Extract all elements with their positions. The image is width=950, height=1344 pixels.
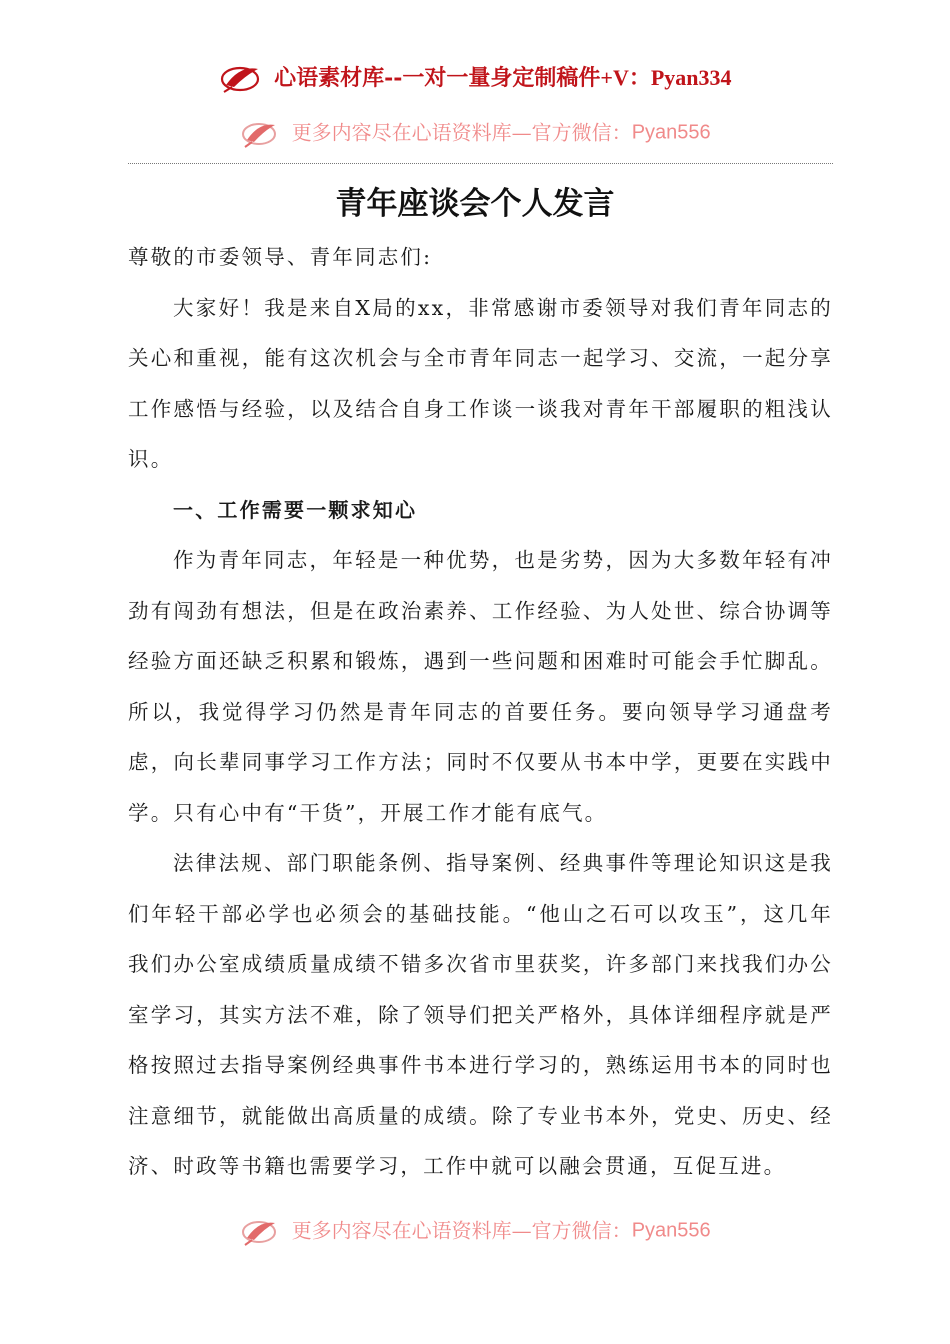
- watermark-header: [0, 116, 950, 148]
- watermark-id: Pyan556: [631, 1219, 711, 1242]
- watermark-text: 更多内容尽在心语资料库—官方微信：: [291, 1218, 632, 1243]
- quill-logo-icon: [239, 1216, 281, 1246]
- quill-logo-icon: [239, 118, 281, 148]
- paragraph: 法律法规、部门职能条例、指导案例、经典事件等理论知识这是我们年轻干部必学也必须会的基础技能。“他山之石可以攻玉”，这几年我们办公室成绩质量成绩不错多次省市里获奖，许多部门来找我们办公室学习，其实方法不难，除了领导们把关严格外，具体详细程序就是严格按照过去指导案例经典事件书本进行学习的，熟练运用书本的同时也注意细节，就能做出高质量的成绩。除了专业书本外，党史、历史、经济、时政等书籍也需要学习，工作中就可以融会贯通，互促互进。: [128, 851, 833, 1178]
- header-divider: [128, 163, 833, 164]
- section-heading: 一、工作需要一颗求知心: [173, 497, 418, 522]
- document-body: [128, 232, 833, 1192]
- paragraph: 大家好！我是来自X局的xx，非常感谢市委领导对我们青年同志的关心和重视，能有这次机会与全市青年同志一起学习、交流，一起分享工作感悟与经验，以及结合自身工作谈一谈我对青年干部履职的粗浅认识。: [128, 295, 833, 471]
- brand-slogan: 一对一量身定制稿件: [402, 65, 601, 91]
- contact-id: Pyan334: [650, 65, 732, 90]
- document-title: 青年座谈会个人发言: [335, 186, 615, 222]
- header-banner: [0, 62, 950, 93]
- watermark-text: 更多内容尽在心语资料库—官方微信：: [291, 120, 632, 145]
- paragraph: 作为青年同志，年轻是一种优势，也是劣势，因为大多数年轻有冲劲有闯劲有想法，但是在政治素养、工作经验、为人处世、综合协调等经验方面还缺乏积累和锻炼，遇到一些问题和困难时可能会手忙脚乱。所以，我觉得学习仍然是青年同志的首要任务。要向领导学习通盘考虑，向长辈同事学习工作方法；同时不仅要从书本中学，更要在实践中学。只有心中有“干货”，开展工作才能有底气。: [128, 548, 833, 825]
- contact-prefix: +V：: [600, 65, 651, 90]
- watermark-footer: [0, 1214, 950, 1246]
- salutation: 尊敬的市委领导、青年同志们:: [128, 245, 433, 269]
- quill-logo-icon: [218, 63, 264, 93]
- brand-separator: --: [384, 65, 403, 91]
- brand-name: 心语素材库: [274, 65, 385, 91]
- watermark-id: Pyan556: [631, 121, 711, 144]
